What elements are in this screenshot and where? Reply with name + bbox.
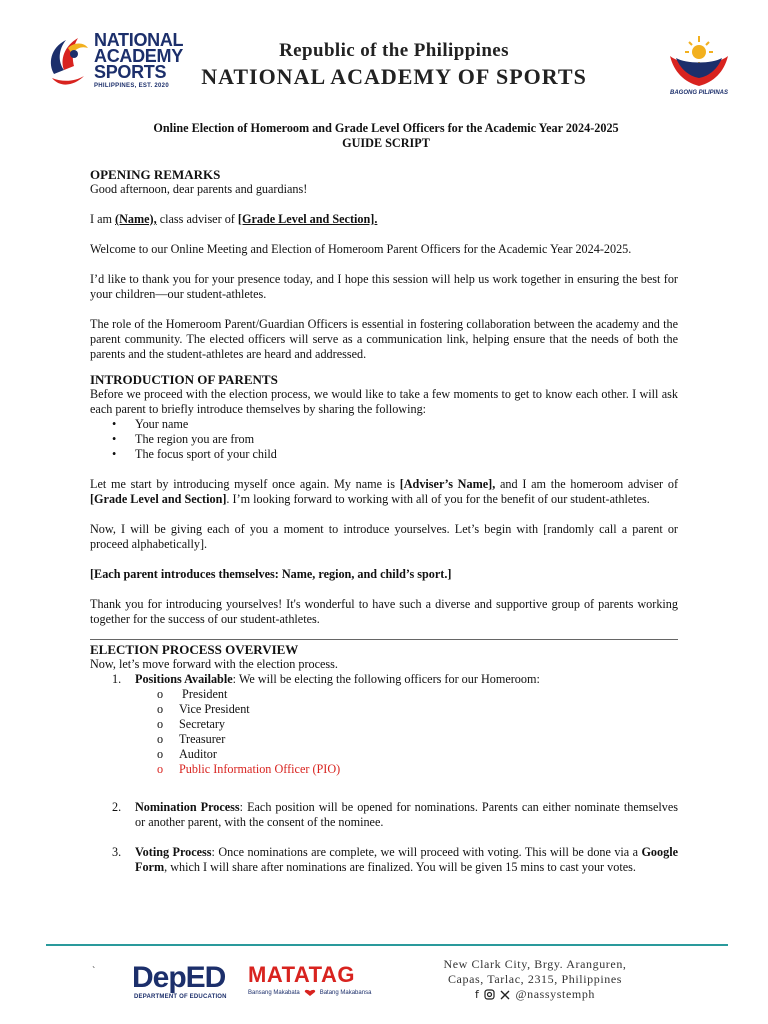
greeting-paragraph: Good afternoon, dear parents and guardians! xyxy=(90,182,308,196)
position-item: o Auditor xyxy=(157,747,217,761)
opening-remarks-heading: OPENING REMARKS xyxy=(90,167,221,182)
instruction-line: [Each parent introduces themselves: Name, region, and child’s sport.] xyxy=(90,567,452,581)
role-paragraph: The role of the Homeroom Parent/Guardian Officers is essential in fostering collaboration between the academy and the parent community. The elected officers will serve as a communication link, helping ensure that the needs of both the parents and the student-athletes are heard and addressed. xyxy=(90,317,678,361)
positions-list xyxy=(157,687,678,777)
election-steps xyxy=(90,672,678,875)
election-lead: Now, let’s move forward with the election process. xyxy=(90,657,338,671)
social-handle[interactable]: @nassystemph xyxy=(515,987,596,1001)
introduction-bullets xyxy=(112,417,678,462)
position-item: o Vice President xyxy=(157,702,250,716)
heart-icon xyxy=(304,989,316,997)
academy-heading: NATIONAL ACADEMY OF SPORTS xyxy=(201,64,587,89)
grade-section-placeholder: [Grade Level and Section] xyxy=(90,492,227,506)
introduction-heading: INTRODUCTION OF PARENTS xyxy=(90,372,278,387)
list-item: • The region you are from xyxy=(112,432,678,447)
document-title xyxy=(80,121,692,151)
list-item: 2. Nomination Process: Each position will be opened for nominations. Parents can either nominate themselves or another parent, with the consent of the nominee. xyxy=(112,800,679,829)
name-placeholder: (Name), xyxy=(115,212,157,226)
section-divider xyxy=(90,639,678,640)
now-paragraph: Now, I will be giving each of you a moment to introduce yourselves. Let’s begin with [randomly call a parent or proceed alphabetically]. xyxy=(90,522,678,551)
matatag-logo: MATATAG Bansang Makabata Batang Makabansa xyxy=(248,962,372,996)
position-item: o President xyxy=(157,687,228,701)
adviser-intro-paragraph: Let me start by introducing myself once again. My name is [Adviser’s Name], and I am the homeroom adviser of [Grade Level and Section]. I’m looking forward to working with all of you for the benefit of our student-athletes. xyxy=(90,477,679,506)
position-item: o Treasurer xyxy=(157,732,226,746)
thanks-paragraph: I’d like to thank you for your presence today, and I hope this session will help us work together in ensuring the best for your children—our student-athletes. xyxy=(90,272,678,301)
facebook-icon[interactable]: f xyxy=(474,988,480,1001)
welcome-paragraph: Welcome to our Online Meeting and Election of Homeroom Parent Officers for the Academic Year 2024-2025. xyxy=(90,242,632,256)
list-item: 1. Positions Available: We will be electing the following officers for our Homeroom: o President o Vice President o Secretary o Treasurer o Auditor o Public Information Officer (PIO) xyxy=(90,672,678,777)
footer-divider xyxy=(46,944,728,946)
svg-text:BAGONG PILIPINAS: BAGONG PILIPINAS xyxy=(669,90,729,96)
bagong-pilipinas-logo xyxy=(664,32,734,96)
grade-section-placeholder: [Grade Level and Section]. xyxy=(237,212,378,226)
introduction-lead: Before we proceed with the election process, we would like to take a few moments to get to know each other. I will ask each parent to briefly introduce themselves by sharing the following: xyxy=(90,387,678,416)
list-item: 3. Voting Process: Once nominations are complete, we will proceed with voting. This will be done via a Google Form, which I will share after nominations are finalized. You will be given 15 mins to cast your votes. xyxy=(112,845,678,874)
deped-logo: DepED DEPARTMENT OF EDUCATION xyxy=(132,961,227,1000)
title-line-1: Online Election of Homeroom and Grade Level Officers for the Academic Year 2024-2025 xyxy=(153,121,619,135)
footer-address: New Clark City, Brgy. Aranguren, Capas, Tarlac, 2315, Philippines f @nassystemph xyxy=(420,957,650,1002)
letterhead xyxy=(0,0,768,112)
nas-wordmark: NATIONAL ACADEMY SPORTS PHILIPPINES, EST. 2020 xyxy=(94,30,184,89)
instagram-icon[interactable] xyxy=(484,989,495,1000)
sun-icon xyxy=(685,36,713,66)
title-line-2: GUIDE SCRIPT xyxy=(342,136,430,150)
thank-you-paragraph: Thank you for introducing yourselves! It's wonderful to have such a diverse and supportive group of parents working together for the success of our student-athletes. xyxy=(90,597,678,626)
guide-script-document xyxy=(90,121,678,875)
introduction-line: I am (Name), class adviser of [Grade Level and Section]. xyxy=(90,212,378,226)
list-item: • The focus sport of your child xyxy=(112,447,678,462)
republic-heading: Republic of the Philippines xyxy=(279,40,509,61)
position-item: o Secretary xyxy=(157,717,226,731)
stray-mark: ` xyxy=(92,966,96,977)
list-item: • Your name xyxy=(112,417,678,432)
x-icon[interactable] xyxy=(500,990,510,1000)
election-heading: ELECTION PROCESS OVERVIEW xyxy=(90,642,299,657)
position-item-pio: o Public Information Officer (PIO) xyxy=(157,762,341,776)
adviser-name-placeholder: [Adviser’s Name], xyxy=(399,477,496,491)
social-links xyxy=(420,987,650,1002)
